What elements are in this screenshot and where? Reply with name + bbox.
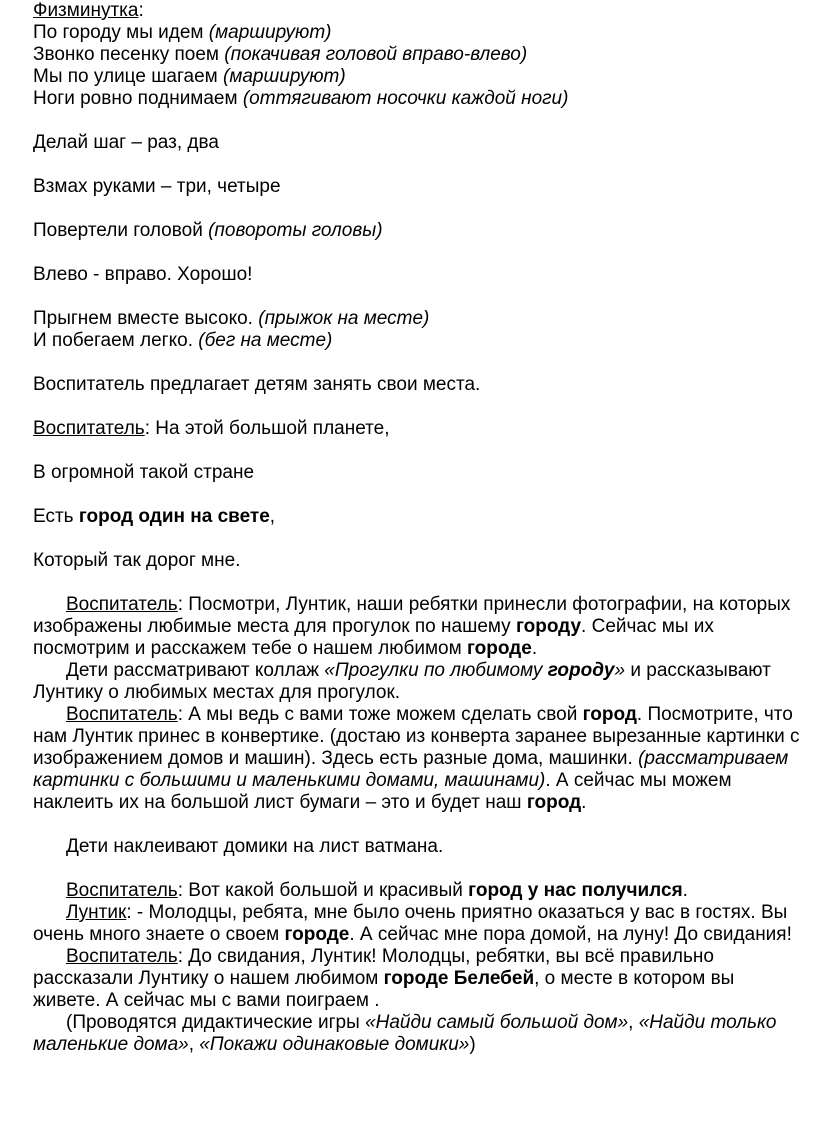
fizminutka-title: Физминутка xyxy=(33,0,139,21)
paragraph: Лунтик: - Молодцы, ребята, мне было очень приятно оказаться у вас в гостях. Вы очень много знаете о своем городе. А сейчас мне пора домой, на луну! До свидания! xyxy=(33,902,792,945)
line-text: Есть xyxy=(33,506,79,527)
stage-direction: (бег на месте) xyxy=(198,330,333,351)
line-text: Звонко песенку поем xyxy=(33,44,225,65)
line-text: Прыгнем вместе высоко. xyxy=(33,308,259,329)
bold-keyword: город один на свете xyxy=(78,506,270,527)
speaker-label: Воспитатель xyxy=(66,946,178,967)
stage-direction: (маршируют) xyxy=(223,66,346,87)
poem-line xyxy=(33,66,802,88)
stage-direction: (покачивая головой вправо-влево) xyxy=(224,44,528,65)
text: . А сейчас мне пора домой, на луну! До свидания! xyxy=(349,924,792,945)
bold-keyword: город xyxy=(582,704,637,725)
game-title: «Покажи одинаковые домики» xyxy=(199,1034,470,1055)
speaker-label: Воспитатель xyxy=(66,880,178,901)
paragraph: Воспитатель: До свидания, Лунтик! Молодцы, ребятки, вы всё правильно рассказали Лунтику о нашем любимом городе Белебей, о месте в котором вы живете. А сейчас мы с вами поиграем . xyxy=(33,946,735,1011)
poem-line: Воспитатель: На этой большой планете, xyxy=(33,418,390,439)
text: Дети рассматривают коллаж xyxy=(66,660,325,681)
bold-keyword: городе xyxy=(466,638,532,659)
text: и рассказывают Лунтику о любимых местах для прогулок. xyxy=(33,660,771,703)
fizminutka-heading: Физминутка: xyxy=(33,0,144,21)
bold-keyword: городу xyxy=(547,660,615,681)
text: . Посмотрите, что нам Лунтик принес в конвертике. (достаю из конверта заранее вырезанные картинки с изображением домов и машин). Здесь есть разные дома, машинки. xyxy=(33,704,800,769)
poem-line: В огромной такой стране xyxy=(33,462,255,483)
poem-line xyxy=(33,506,802,528)
stage-direction: (оттягивают носочки каждой ноги) xyxy=(242,88,569,109)
poem-line xyxy=(33,220,802,242)
line-text: По городу мы идем xyxy=(33,22,209,43)
text: , о месте в котором вы живете. А сейчас мы с вами поиграем . xyxy=(33,968,735,1011)
speaker-label: Воспитатель xyxy=(66,704,178,725)
paragraph xyxy=(33,660,802,704)
poem-line: Делай шаг – раз, два xyxy=(33,132,219,153)
paragraph xyxy=(33,1012,802,1056)
poem-line xyxy=(33,22,802,44)
text: До свидания, Лунтик! Молодцы, ребятки, вы всё правильно рассказали Лунтику о нашем любимом xyxy=(33,946,714,989)
text: ) xyxy=(469,1034,476,1055)
poem-line: Влево - вправо. Хорошо! xyxy=(33,264,253,285)
stage-direction: (прыжок на месте) xyxy=(258,308,430,329)
text: - Молодцы, ребята, мне было очень приятно оказаться у вас в гостях. Вы очень много знаете о своем xyxy=(33,902,788,945)
poem-line xyxy=(33,308,802,330)
text: , xyxy=(628,1012,639,1033)
paragraph: Воспитатель: Посмотри, Лунтик, наши ребятки принесли фотографии, на которых изображены любимые места для прогулок по нашему городу. Сейчас мы их посмотрим и расскажем тебе о нашем любимом городе. xyxy=(33,594,791,659)
poem-line: Взмах руками – три, четыре xyxy=(33,176,281,197)
stage-direction: (повороты головы) xyxy=(208,220,383,241)
bold-keyword: городе xyxy=(284,924,350,945)
poem-line xyxy=(33,44,802,66)
speaker-label: Воспитатель xyxy=(66,594,178,615)
text: . А сейчас мы можем наклеить их на большой лист бумаги – это и будет наш xyxy=(33,770,732,813)
narration: Дети наклеивают домики на лист ватмана. xyxy=(66,836,444,857)
text: Вот какой большой и красивый xyxy=(188,880,469,901)
text: А мы ведь с вами тоже можем сделать свой xyxy=(188,704,583,725)
text: . Сейчас мы их посмотрим и расскажем тебе о нашем любимом xyxy=(33,616,714,659)
game-title: «Найди самый большой дом» xyxy=(365,1012,629,1033)
poem-line: Который так дорог мне. xyxy=(33,550,241,571)
game-title: «Найди только маленькие дома» xyxy=(33,1012,777,1055)
text: . xyxy=(531,638,538,659)
text: . xyxy=(581,792,587,813)
speaker-label: Воспитатель xyxy=(33,418,145,439)
line-text: Мы по улице шагаем xyxy=(33,66,223,87)
line-text: Повертели головой xyxy=(33,220,209,241)
text: . xyxy=(682,880,688,901)
speaker-label: Лунтик xyxy=(66,902,127,923)
collage-title: «Прогулки по любимому xyxy=(324,660,548,681)
bold-keyword: городе Белебей xyxy=(383,968,535,989)
paragraph: Воспитатель: Вот какой большой и красивый город у нас получился. xyxy=(66,880,688,901)
stage-direction: (рассматриваем картинки с большими и маленькими домами, машинами) xyxy=(33,748,789,791)
poem-line xyxy=(33,88,802,110)
bold-keyword: город xyxy=(526,792,582,813)
line-text: И побегаем легко. xyxy=(33,330,199,351)
poem-line xyxy=(33,330,802,352)
text: , xyxy=(188,1034,200,1055)
text: Посмотри, Лунтик, наши ребятки принесли фотографии, на которых изображены любимые места для прогулок по нашему xyxy=(33,594,791,637)
line-text: Ноги ровно поднимаем xyxy=(33,88,243,109)
stage-direction: (маршируют) xyxy=(208,22,332,43)
line-text: На этой большой планете, xyxy=(155,418,390,439)
narration: Воспитатель предлагает детям занять свои места. xyxy=(33,374,481,395)
collage-title: » xyxy=(614,660,626,681)
paragraph: Воспитатель: А мы ведь с вами тоже можем сделать свой город. Посмотрите, что нам Лунтик принес в конвертике. (достаю из конверта заранее вырезанные картинки с изображением домов и машин). Здесь есть разные дома, машинки. (рассматриваем картинки с большими и маленькими домами, машинами). А сейчас мы можем наклеить их на большой лист бумаги – это и будет наш город. xyxy=(33,704,800,813)
line-text: , xyxy=(269,506,276,527)
bold-keyword: город у нас получился xyxy=(468,880,683,901)
text: (Проводятся дидактические игры xyxy=(66,1012,366,1033)
bold-keyword: городу xyxy=(515,616,582,637)
